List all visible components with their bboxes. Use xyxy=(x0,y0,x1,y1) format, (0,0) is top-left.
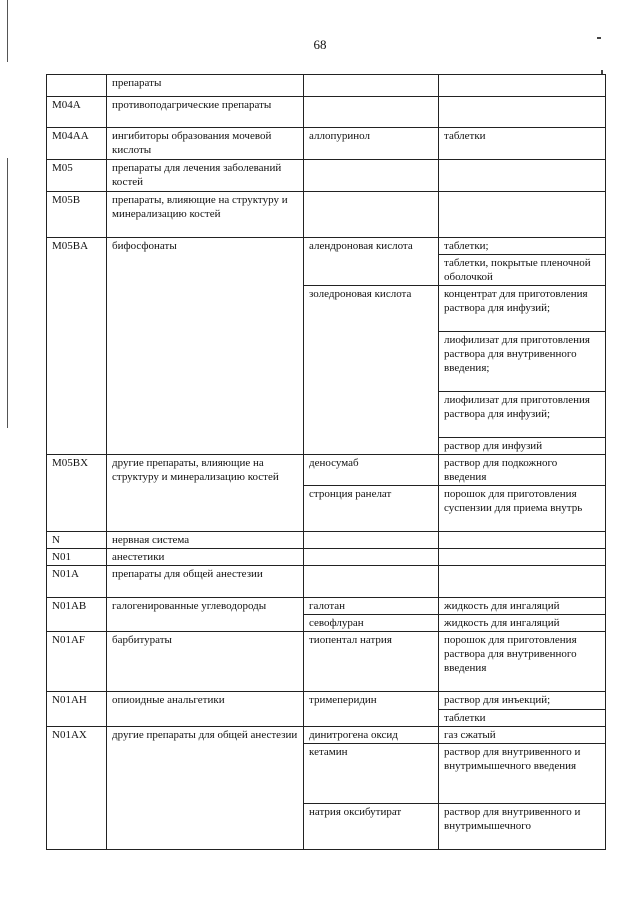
form-cell: жидкость для ингаляций xyxy=(439,598,606,615)
scan-margin-line xyxy=(7,0,8,62)
group-cell: препараты для лечения заболеваний костей xyxy=(107,160,304,192)
drug-cell: тиопентал натрия xyxy=(304,632,439,692)
drug-cell: динитрогена оксид xyxy=(304,727,439,744)
scan-margin-line xyxy=(7,158,8,428)
drug-cell: тримеперидин xyxy=(304,692,439,727)
table-row xyxy=(47,532,606,549)
table-row xyxy=(47,692,606,710)
table-row xyxy=(47,75,606,97)
atc-code-cell: N01 xyxy=(47,549,107,566)
drug-cell xyxy=(304,97,439,128)
group-cell: другие препараты, влияющие на структуру и минерализацию костей xyxy=(107,455,304,532)
drug-cell xyxy=(304,566,439,598)
table-row xyxy=(47,549,606,566)
atc-code-cell: M05B xyxy=(47,192,107,238)
form-cell: раствор для внутривенного и внутримышечного введения xyxy=(439,744,606,804)
form-cell: таблетки xyxy=(439,710,606,727)
table-row xyxy=(47,566,606,598)
scan-speck xyxy=(597,37,601,39)
group-cell: другие препараты для общей анестезии xyxy=(107,727,304,850)
form-cell: раствор для внутривенного и внутримышечного xyxy=(439,804,606,850)
form-cell: таблетки; xyxy=(439,238,606,255)
drug-cell: золедроновая кислота xyxy=(304,286,439,455)
atc-code-cell: N01AX xyxy=(47,727,107,850)
group-cell: барбитураты xyxy=(107,632,304,692)
form-cell xyxy=(439,192,606,238)
form-cell: таблетки xyxy=(439,128,606,160)
group-cell: препараты, влияющие на структуру и минерализацию костей xyxy=(107,192,304,238)
form-cell: порошок для приготовления суспензии для приема внутрь xyxy=(439,486,606,532)
table-row xyxy=(47,128,606,160)
group-cell: опиоидные анальгетики xyxy=(107,692,304,727)
drug-cell: натрия оксибутират xyxy=(304,804,439,850)
drug-cell: деносумаб xyxy=(304,455,439,486)
table-row xyxy=(47,727,606,744)
form-cell: газ сжатый xyxy=(439,727,606,744)
group-cell: нервная система xyxy=(107,532,304,549)
drug-cell xyxy=(304,75,439,97)
drug-cell xyxy=(304,549,439,566)
form-cell: таблетки, покрытые пленочной оболочкой xyxy=(439,255,606,286)
drug-cell xyxy=(304,532,439,549)
table-row xyxy=(47,598,606,615)
form-cell: раствор для инфузий xyxy=(439,438,606,455)
atc-code-cell: M05BX xyxy=(47,455,107,532)
atc-code-cell: M04AA xyxy=(47,128,107,160)
form-cell: концентрат для приготовления раствора для инфузий; xyxy=(439,286,606,332)
atc-code-cell: N01AF xyxy=(47,632,107,692)
atc-code-cell: M05 xyxy=(47,160,107,192)
atc-code-cell: N01AH xyxy=(47,692,107,727)
form-cell xyxy=(439,97,606,128)
form-cell: раствор для подкожного введения xyxy=(439,455,606,486)
form-cell xyxy=(439,75,606,97)
form-cell xyxy=(439,532,606,549)
form-cell: лиофилизат для приготовления раствора для инфузий; xyxy=(439,392,606,438)
group-cell: препараты для общей анестезии xyxy=(107,566,304,598)
drug-cell: алендроновая кислота xyxy=(304,238,439,286)
form-cell: раствор для инъекций; xyxy=(439,692,606,710)
group-cell: ингибиторы образования мочевой кислоты xyxy=(107,128,304,160)
table-row xyxy=(47,632,606,692)
form-cell xyxy=(439,160,606,192)
atc-code-cell: N01AB xyxy=(47,598,107,632)
drug-table xyxy=(46,74,606,850)
form-cell: лиофилизат для приготовления раствора для внутривенного введения; xyxy=(439,332,606,392)
group-cell: анестетики xyxy=(107,549,304,566)
drug-cell: кетамин xyxy=(304,744,439,804)
table-row xyxy=(47,160,606,192)
drug-cell xyxy=(304,160,439,192)
drug-cell: севофлуран xyxy=(304,615,439,632)
atc-code-cell: M05BA xyxy=(47,238,107,455)
table-row xyxy=(47,192,606,238)
form-cell xyxy=(439,566,606,598)
table-row xyxy=(47,97,606,128)
group-cell: препараты xyxy=(107,75,304,97)
form-cell xyxy=(439,549,606,566)
atc-code-cell: N01A xyxy=(47,566,107,598)
group-cell: противоподагрические препараты xyxy=(107,97,304,128)
drug-cell: галотан xyxy=(304,598,439,615)
atc-code-cell: N xyxy=(47,532,107,549)
table-row xyxy=(47,455,606,486)
group-cell: бифосфонаты xyxy=(107,238,304,455)
drug-cell: стронция ранелат xyxy=(304,486,439,532)
drug-cell: аллопуринол xyxy=(304,128,439,160)
table-row xyxy=(47,238,606,255)
page-number: 68 xyxy=(313,37,327,52)
atc-code-cell: M04A xyxy=(47,97,107,128)
form-cell: жидкость для ингаляций xyxy=(439,615,606,632)
form-cell: порошок для приготовления раствора для внутривенного введения xyxy=(439,632,606,692)
atc-code-cell xyxy=(47,75,107,97)
group-cell: галогенированные углеводороды xyxy=(107,598,304,632)
drug-cell xyxy=(304,192,439,238)
